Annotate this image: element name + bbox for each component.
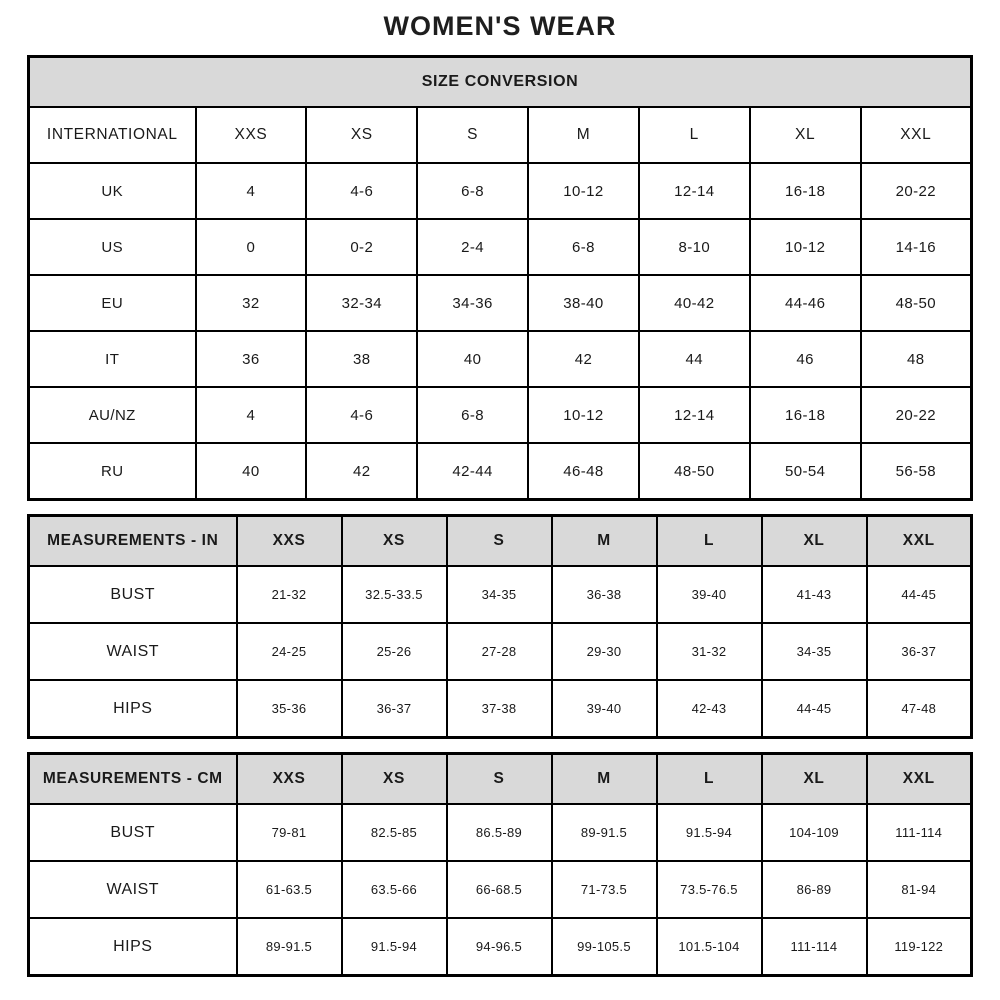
size-value-cell: 6-8	[417, 387, 528, 443]
size-value-cell: 2-4	[417, 219, 528, 275]
measurement-value-cell: 24-25	[237, 623, 342, 680]
measurement-value-cell: 34-35	[762, 623, 867, 680]
region-label: US	[29, 219, 196, 275]
column-header-xxl: XXL	[861, 107, 972, 163]
measurement-value-cell: 86-89	[762, 861, 867, 918]
size-value-cell: 12-14	[639, 387, 750, 443]
measurement-label: WAIST	[29, 861, 237, 918]
measurement-value-cell: 36-38	[552, 566, 657, 623]
measurement-value-cell: 21-32	[237, 566, 342, 623]
measurement-value-cell: 94-96.5	[447, 918, 552, 976]
column-header-xs: XS	[306, 107, 417, 163]
measurement-value-cell: 32.5-33.5	[342, 566, 447, 623]
size-value-cell: 48-50	[639, 443, 750, 500]
size-value-cell: 0-2	[306, 219, 417, 275]
measurements-in-table	[27, 514, 973, 739]
column-header-xxs: XXS	[237, 754, 342, 805]
measurement-value-cell: 111-114	[867, 804, 972, 861]
size-conversion-row-it	[29, 331, 972, 387]
region-label: AU/NZ	[29, 387, 196, 443]
column-header-xs: XS	[342, 516, 447, 567]
measurement-value-cell: 81-94	[867, 861, 972, 918]
size-value-cell: 40-42	[639, 275, 750, 331]
column-header-l: L	[657, 516, 762, 567]
size-value-cell: 16-18	[750, 387, 861, 443]
size-value-cell: 6-8	[528, 219, 639, 275]
measurement-label: WAIST	[29, 623, 237, 680]
size-value-cell: 4	[196, 163, 307, 219]
measurement-value-cell: 47-48	[867, 680, 972, 738]
size-value-cell: 32	[196, 275, 307, 331]
size-value-cell: 40	[417, 331, 528, 387]
size-value-cell: 42	[306, 443, 417, 500]
size-value-cell: 10-12	[528, 387, 639, 443]
size-value-cell: 20-22	[861, 163, 972, 219]
measurement-value-cell: 99-105.5	[552, 918, 657, 976]
measurement-value-cell: 29-30	[552, 623, 657, 680]
column-header-m: M	[552, 516, 657, 567]
region-label: IT	[29, 331, 196, 387]
measurement-value-cell: 66-68.5	[447, 861, 552, 918]
size-value-cell: 40	[196, 443, 307, 500]
measurement-value-cell: 119-122	[867, 918, 972, 976]
measurement-value-cell: 101.5-104	[657, 918, 762, 976]
size-conversion-banner-row	[29, 57, 972, 108]
measurement-value-cell: 86.5-89	[447, 804, 552, 861]
measurements-in-title: MEASUREMENTS - IN	[29, 516, 237, 567]
region-label: RU	[29, 443, 196, 500]
measurement-value-cell: 82.5-85	[342, 804, 447, 861]
in-row-hips	[29, 680, 972, 738]
measurement-value-cell: 89-91.5	[237, 918, 342, 976]
measurement-value-cell: 44-45	[867, 566, 972, 623]
column-header-xxs: XXS	[237, 516, 342, 567]
size-value-cell: 44-46	[750, 275, 861, 331]
column-header-m: M	[552, 754, 657, 805]
measurement-label: HIPS	[29, 918, 237, 976]
size-value-cell: 10-12	[750, 219, 861, 275]
measurement-value-cell: 44-45	[762, 680, 867, 738]
size-conversion-row-us	[29, 219, 972, 275]
measurement-value-cell: 71-73.5	[552, 861, 657, 918]
size-value-cell: 14-16	[861, 219, 972, 275]
page-title: WOMEN'S WEAR	[383, 11, 617, 41]
cm-row-waist	[29, 861, 972, 918]
size-conversion-row-uk	[29, 163, 972, 219]
size-value-cell: 12-14	[639, 163, 750, 219]
measurements-in-header-row	[29, 516, 972, 567]
column-header-xl: XL	[762, 754, 867, 805]
column-header-international: INTERNATIONAL	[29, 107, 196, 163]
size-value-cell: 4-6	[306, 163, 417, 219]
measurement-value-cell: 36-37	[867, 623, 972, 680]
column-header-xs: XS	[342, 754, 447, 805]
column-header-s: S	[417, 107, 528, 163]
size-value-cell: 46-48	[528, 443, 639, 500]
measurement-value-cell: 36-37	[342, 680, 447, 738]
measurements-cm-header-row	[29, 754, 972, 805]
measurement-value-cell: 35-36	[237, 680, 342, 738]
size-value-cell: 4	[196, 387, 307, 443]
measurement-value-cell: 27-28	[447, 623, 552, 680]
size-value-cell: 42	[528, 331, 639, 387]
measurement-value-cell: 61-63.5	[237, 861, 342, 918]
column-header-s: S	[447, 754, 552, 805]
measurement-value-cell: 25-26	[342, 623, 447, 680]
measurement-value-cell: 79-81	[237, 804, 342, 861]
size-conversion-row-aunz	[29, 387, 972, 443]
measurement-value-cell: 31-32	[657, 623, 762, 680]
in-row-bust	[29, 566, 972, 623]
measurement-value-cell: 104-109	[762, 804, 867, 861]
size-value-cell: 42-44	[417, 443, 528, 500]
measurement-value-cell: 39-40	[552, 680, 657, 738]
size-conversion-banner: SIZE CONVERSION	[29, 57, 972, 108]
column-header-xl: XL	[762, 516, 867, 567]
column-header-xxs: XXS	[196, 107, 307, 163]
column-header-xxl: XXL	[867, 516, 972, 567]
region-label: EU	[29, 275, 196, 331]
measurement-label: BUST	[29, 804, 237, 861]
measurement-value-cell: 34-35	[447, 566, 552, 623]
size-value-cell: 8-10	[639, 219, 750, 275]
column-header-xxl: XXL	[867, 754, 972, 805]
measurement-label: HIPS	[29, 680, 237, 738]
measurements-cm-table	[27, 752, 973, 977]
cm-row-hips	[29, 918, 972, 976]
measurement-value-cell: 89-91.5	[552, 804, 657, 861]
size-conversion-header-row	[29, 107, 972, 163]
size-value-cell: 38	[306, 331, 417, 387]
measurement-value-cell: 91.5-94	[657, 804, 762, 861]
measurement-value-cell: 41-43	[762, 566, 867, 623]
measurements-cm-title: MEASUREMENTS - CM	[29, 754, 237, 805]
size-value-cell: 46	[750, 331, 861, 387]
size-value-cell: 4-6	[306, 387, 417, 443]
size-conversion-table	[27, 55, 973, 501]
column-header-xl: XL	[750, 107, 861, 163]
measurement-value-cell: 42-43	[657, 680, 762, 738]
column-header-l: L	[639, 107, 750, 163]
measurement-value-cell: 111-114	[762, 918, 867, 976]
size-value-cell: 34-36	[417, 275, 528, 331]
size-value-cell: 0	[196, 219, 307, 275]
size-value-cell: 48-50	[861, 275, 972, 331]
measurement-label: BUST	[29, 566, 237, 623]
size-value-cell: 38-40	[528, 275, 639, 331]
measurement-value-cell: 73.5-76.5	[657, 861, 762, 918]
size-value-cell: 10-12	[528, 163, 639, 219]
size-value-cell: 56-58	[861, 443, 972, 500]
region-label: UK	[29, 163, 196, 219]
size-value-cell: 20-22	[861, 387, 972, 443]
measurement-value-cell: 39-40	[657, 566, 762, 623]
size-value-cell: 32-34	[306, 275, 417, 331]
size-value-cell: 16-18	[750, 163, 861, 219]
measurement-value-cell: 91.5-94	[342, 918, 447, 976]
column-header-l: L	[657, 754, 762, 805]
size-conversion-row-ru	[29, 443, 972, 500]
column-header-s: S	[447, 516, 552, 567]
in-row-waist	[29, 623, 972, 680]
cm-row-bust	[29, 804, 972, 861]
size-value-cell: 48	[861, 331, 972, 387]
column-header-m: M	[528, 107, 639, 163]
size-conversion-row-eu	[29, 275, 972, 331]
measurement-value-cell: 63.5-66	[342, 861, 447, 918]
size-value-cell: 44	[639, 331, 750, 387]
size-value-cell: 50-54	[750, 443, 861, 500]
size-value-cell: 36	[196, 331, 307, 387]
measurement-value-cell: 37-38	[447, 680, 552, 738]
size-value-cell: 6-8	[417, 163, 528, 219]
